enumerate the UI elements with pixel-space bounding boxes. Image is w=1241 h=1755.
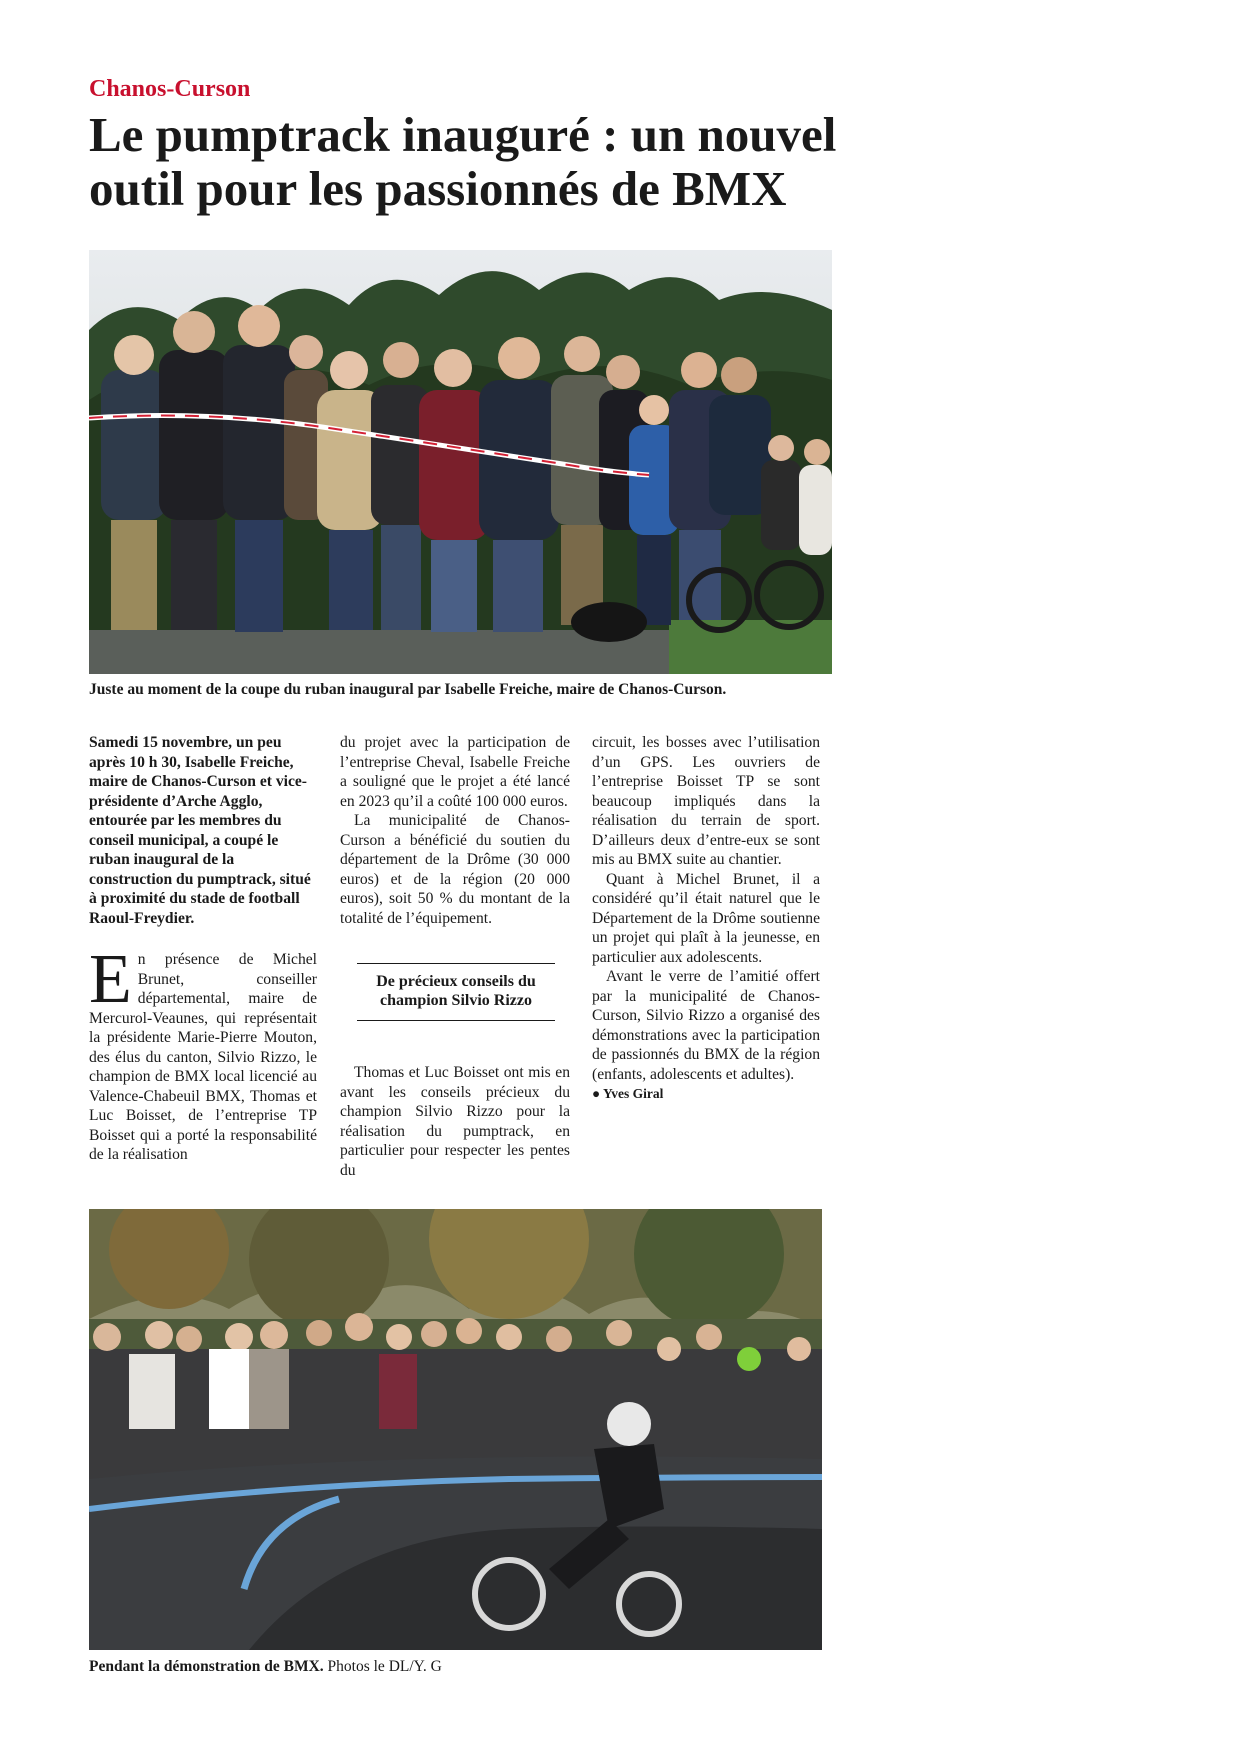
article-column-2 [340,733,570,928]
article-column-1 [89,733,317,1165]
photo2-caption-text: Pendant la démonstration de BMX. [89,1658,324,1675]
ribbon-cutting-photo [89,250,832,674]
article-column-3 [592,733,820,1104]
article-subhead: De précieux conseils du champion Silvio Rizzo [357,963,555,1021]
body-paragraph-2: La municipalité de Chanos-Curson a bénéficié du soutien du département de la Drôme (30 000 euros) et de la région (20 000 euros), soit 50 % du montant de la totalité de l’équipement. [340,812,570,927]
body-paragraph-4: Quant à Michel Brunet, il a considéré qu’il était naturel que le Département de la Drôme soutienne un projet qui plaît à la jeunesse, en particulier aux adolescents. [592,870,820,966]
drop-cap: E [89,941,132,1018]
photo1-caption: Juste au moment de la coupe du ruban inaugural par Isabelle Freiche, maire de Chanos-Curson. [89,681,727,698]
article-headline: Le pumptrack inauguré : un nouvel outil pour les passionnés de BMX [89,107,837,216]
body-paragraph-1-continued: du projet avec la participation de l’entreprise Cheval, Isabelle Freiche a souligné que le projet a été lancé en 2023 qu’il a coûté 100 000 euros. [340,734,570,810]
article-byline: ● Yves Giral [592,1086,664,1101]
photo2-caption [89,1657,789,1676]
bmx-demo-photo [89,1209,822,1650]
article-lead: Samedi 15 novembre, un peu après 10 h 30, Isabelle Freiche, maire de Chanos-Curson et vice-présidente d’Arche Agglo, entourée par les membres du conseil municipal, a coupé le ruban inaugural de la construction du pumptrack, situé à proximité du stade de football Raoul-Freydier. [89,734,311,927]
body-paragraph-3: Thomas et Luc Boisset ont mis en avant les conseils précieux du champion Silvio Rizzo pour la réalisation du pumptrack, en particulier pour respecter les pentes du [340,1064,570,1179]
body-paragraph-5: Avant le verre de l’amitié offert par la municipalité de Chanos-Curson, Silvio Rizzo a organisé des démonstrations avec la participation de passionnés du BMX de la région (enfants, adolescents et adultes). [592,968,820,1083]
body-paragraph-3-continued: circuit, les bosses avec l’utilisation d’un GPS. Les ouvriers de l’entreprise Boisset TP se sont beaucoup impliqués dans la réalisation du terrain de sport. D’ailleurs deux d’entre-eux se sont mis au BMX suite au chantier. [592,734,820,868]
article-column-2-lower [340,1063,570,1180]
article-kicker: Chanos-Curson [89,76,251,102]
photo-credit: Photos le DL/Y. G [327,1658,442,1675]
body-paragraph-1: n présence de Michel Brunet, conseiller départemental, maire de Mercurol-Veaunes, qui représentait la présidente Marie-Pierre Mouton, des élus du canton, Silvio Rizzo, le champion de BMX local licencié au Valence-Chabeuil BMX, Thomas et Luc Boisset, de l’entreprise TP Boisset qui a porté la responsabilité de la réalisation [89,951,317,1163]
